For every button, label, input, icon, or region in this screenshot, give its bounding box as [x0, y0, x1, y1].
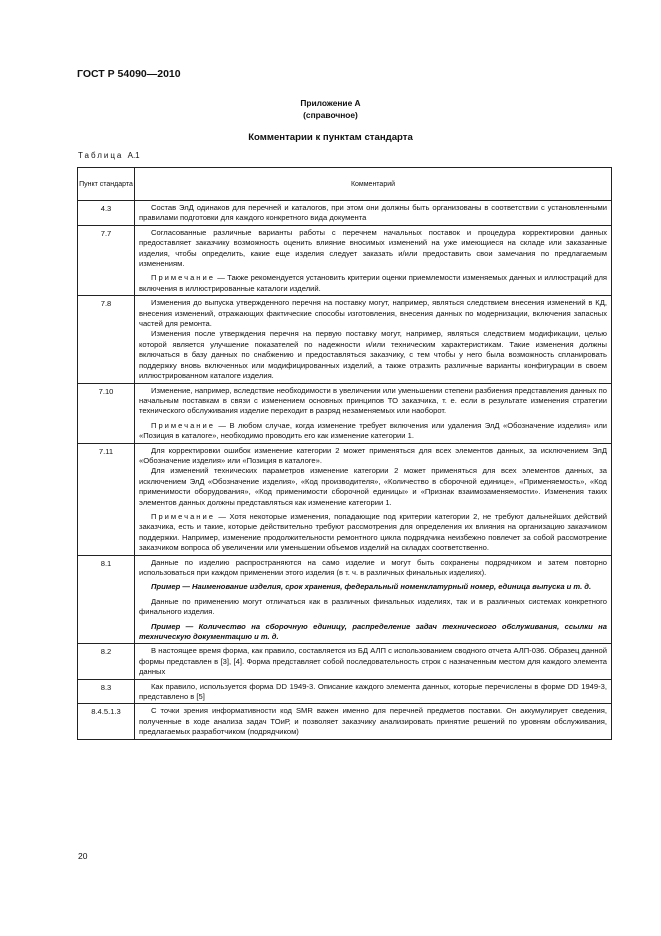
- table-header-row: [78, 168, 612, 201]
- row-point: 8.3: [78, 679, 135, 704]
- comment-paragraph: Изменения до выпуска утвержденного перечня на поставку могут, например, являться следствием внесения изменений в КД, внесения изменений, отражающих фактические способы изготовления, внесения данных по модернизации, включения запасных частей для ремонта.: [139, 298, 607, 329]
- row-point: 7.7: [78, 225, 135, 295]
- table-label-number: А.1: [127, 151, 140, 160]
- table-label: [78, 151, 140, 160]
- note-text: — Хотя некоторые изменения, попадающие под критерии категории 2, не требуют дальнейших действий заказчика, есть и такие, которые действительно требуют рассмотрения для определения их влияния на организацию заказчиком поддержки. Например, изменение продолжительности ремонтного цикла подрядчика неизбежно повлечет за собой рассмотрение заказчиком вопроса об увеличении или уменьшении объемов изделий на складах соответственно.: [139, 511, 607, 553]
- comment-paragraph: Состав ЭлД одинаков для перечней и каталогов, при этом они должны быть организованы в соответствии с установленными правилами подготовки для каждого конкретного вида документа: [139, 203, 607, 223]
- row-point: 8.2: [78, 644, 135, 679]
- table-row: [78, 383, 612, 443]
- comment-paragraph: Данные по применению могут отличаться как в различных финальных изделиях, так и в различных системах конкретного финального изделия.: [139, 596, 607, 617]
- comment-paragraph: Согласованные различные варианты работы с перечнем начальных поставок и процедура корректировки данных предоставляет заказчику возможность оценить влияние вносимых изменений на уже имеющиеся на складе или заказанные изделия, чтобы определить, какие еще изделия следует заказать и/или предоставить свои замечания по предлагаемым изменениям.: [139, 227, 607, 269]
- comment-paragraph: С точки зрения информативности код SMR важен именно для перечней предметов поставки. Он аккумулирует сведения, полученные в ходе анализа задач ТОиР, и позволяет заказчику анализировать принятие решений по уровням обслуживания, предлагаемых разработчиком (подрядчиком): [139, 706, 607, 737]
- note-lead: Примечание: [151, 420, 215, 430]
- row-point: 8.1: [78, 555, 135, 644]
- table-row: [78, 679, 612, 704]
- example-paragraph: Пример — Наименование изделия, срок хранения, федеральный номенклатурный номер, единица выпуска и т. д.: [151, 582, 592, 592]
- note-text: — В любом случае, когда изменение требует включения или удаления ЭлД «Обозначение изделия» или «Позиция в каталоге», необходимо проводить его как изменение категории 1.: [139, 420, 607, 441]
- table-row: [78, 644, 612, 679]
- appendix-subtitle: (справочное): [303, 110, 358, 120]
- page-number: 20: [78, 851, 88, 861]
- comment-paragraph: Изменение, например, вследствие необходимости в увеличении или уменьшении степени разбиения представления данных по начальным поставкам в связи с изменением основных принципов ТО заказчика, т. е. если в результате изменения стратегии технического обслуживания изделие переходит в разряд незаменяемых или наоборот.: [139, 385, 607, 416]
- comment-paragraph: Для изменений технических параметров изменение категории 2 может применяться для всех элементов данных, за исключением ЭлД «Обозначение изделия», «Код производителя», «Количество в сборочной единице», «Применяемость», «Код применимости оборудования», «Код применимости сборочной единицы» и «Признак взаимозаменяемости». Изменения таких элементов данных должны представляться как изменение категории 1.: [139, 466, 607, 507]
- row-point: 7.8: [78, 296, 135, 383]
- comment-paragraph: Изменения после утверждения перечня на первую поставку могут, например, являться следствием модификации, целью которой является улучшение показателей по надежности и/или техническим характеристикам. Такие изменения должны включаться в базу данных по снабжению и предоставляться заказчику, с тем чтобы у него была возможность спланировать поддержку вновь включенных или модифицированных изделий, а также отразить различные варианты конфигурации в своем иллюстрированном каталоге изделия.: [139, 329, 607, 381]
- comment-paragraph: Как правило, используется форма DD 1949-3. Описание каждого элемента данных, которые перечислены в форме DD 1949-3, представлено в [5]: [139, 681, 607, 702]
- row-point: 7.11: [78, 443, 135, 555]
- row-comment: [135, 704, 612, 739]
- row-comment: [135, 679, 612, 704]
- comment-paragraph: Для корректировки ошибок изменение категории 2 может применяться для всех элементов данных, за исключением ЭлД «Обозначение изделия» или «Позиция в каталоге».: [139, 445, 607, 465]
- note-lead: Примечание: [151, 511, 215, 521]
- table-row: [78, 555, 612, 644]
- comment-paragraph: В настоящее время форма, как правило, составляется из БД АЛП с использованием сводного отчета АЛП-036. Образец данной формы представлен в [3], [4]. Форма представляет собой последовательность строк с назначенным местом для каждого элемента данных: [139, 646, 607, 677]
- table-row: [78, 296, 612, 383]
- note-paragraph: [139, 273, 607, 294]
- section-title: Комментарии к пунктам стандарта: [248, 132, 413, 143]
- note-paragraph: [139, 421, 607, 442]
- comments-table: [77, 167, 612, 740]
- row-comment: [135, 644, 612, 679]
- table-label-word: Таблица: [78, 151, 124, 160]
- row-point: 8.4.5.1.3: [78, 704, 135, 739]
- appendix-title: Приложение А: [300, 98, 361, 108]
- row-comment: [135, 225, 612, 295]
- row-comment: [135, 383, 612, 443]
- row-comment: [135, 555, 612, 644]
- table-row: [78, 201, 612, 226]
- row-comment: [135, 443, 612, 555]
- comment-paragraph: Данные по изделию распространяются на само изделие и могут быть сохранены подрядчиком и затем повторно использоваться при каждом применении этого изделия (в т. ч. в различных финальных изделиях).: [139, 557, 607, 577]
- table-row: [78, 443, 612, 555]
- header-point: Пункт стандарта: [78, 168, 135, 201]
- example-paragraph: Пример — Количество на сборочную единицу, распределение задач технического обслуживания, ссылки на техническую документацию и т. д.: [139, 621, 607, 642]
- table-body: [78, 201, 612, 740]
- document-code: ГОСТ Р 54090—2010: [77, 68, 181, 80]
- header-comment: Комментарий: [135, 168, 612, 201]
- row-point: 4.3: [78, 201, 135, 226]
- note-text: — Также рекомендуется установить критерии оценки приемлемости изменяемых данных и иллюстраций для включения в иллюстрированные каталоги изделий.: [139, 273, 607, 293]
- row-point: 7.10: [78, 383, 135, 443]
- row-comment: [135, 201, 612, 226]
- table-row: [78, 704, 612, 739]
- note-paragraph: [139, 512, 607, 554]
- table-row: [78, 225, 612, 295]
- note-lead: Примечание: [151, 273, 215, 283]
- row-comment: [135, 296, 612, 383]
